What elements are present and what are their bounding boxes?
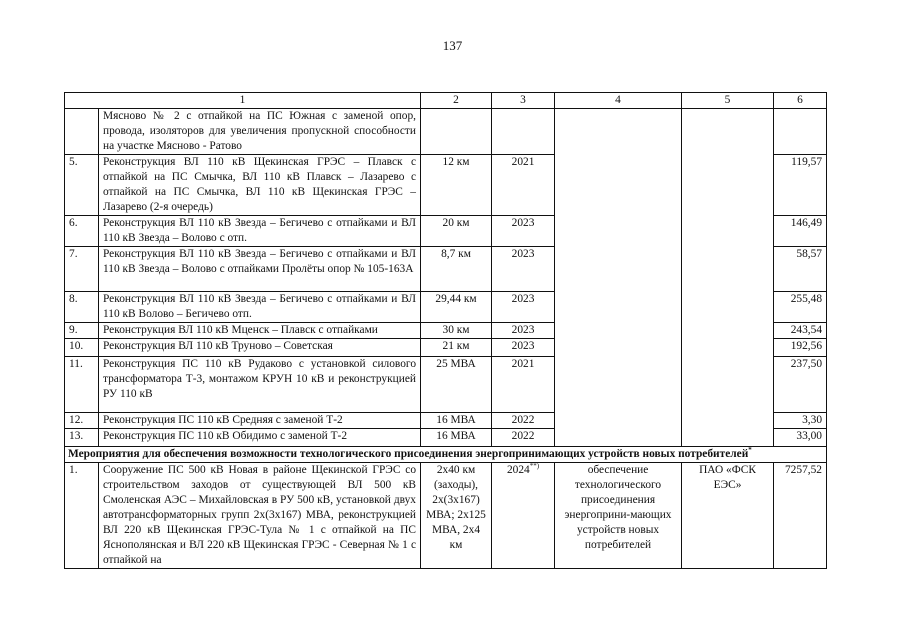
row-number: 7. — [65, 247, 99, 292]
row-year: 2022 — [492, 429, 555, 447]
header-col-5: 5 — [682, 93, 774, 109]
row-description: Реконструкция ВЛ 110 кВ Мценск – Плавск с отпайками — [99, 323, 421, 339]
row-cost: 237,50 — [774, 357, 827, 413]
row-cost: 33,00 — [774, 429, 827, 447]
row-number: 11. — [65, 357, 99, 413]
row-number: 5. — [65, 155, 99, 216]
section-title-text: Мероприятия для обеспечения возможности технологического присоединения энергопринимающих устройств новых потребителей — [68, 448, 749, 460]
header-col-3: 3 — [492, 93, 555, 109]
row-year-text: 2024 — [506, 464, 530, 476]
row-description: Сооружение ПС 500 кВ Новая в районе Щекинской ГРЭС со строительством заходов от существующей ВЛ 500 кВ Смоленская АЭС – Михайловская в РУ 500 кВ, установкой двух автотрансформаторных групп 2х(3х167) МВА, реконструкцией ВЛ 220 кВ Щекинская ГРЭС-Тула № 1 с отпайкой на ПС Яснополянская и ВЛ 220 кВ Щекинская ГРЭС - Северная № 1 с отпайкой на — [99, 463, 421, 569]
row-description: Мясново № 2 с отпайкой на ПС Южная с заменой опор, провода, изоляторов для увеличения пропускной способности на участке Мясново - Ратово — [99, 109, 421, 155]
row-cost: 192,56 — [774, 339, 827, 357]
row-cost: 7257,52 — [774, 463, 827, 569]
row-number: 1. — [65, 463, 99, 569]
row-cost: 146,49 — [774, 216, 827, 247]
row-description: Реконструкция ВЛ 110 кВ Звезда – Бегичево с отпайками и ВЛ 110 кВ Звезда – Волово с отпайками Пролёты опор № 105-163А — [99, 247, 421, 292]
row-capacity: 12 км — [421, 155, 492, 216]
row-capacity: 30 км — [421, 323, 492, 339]
row-description: Реконструкция ВЛ 110 кВ Труново – Советская — [99, 339, 421, 357]
row-year-mark: **) — [529, 462, 540, 471]
row-capacity: 21 км — [421, 339, 492, 357]
row-description: Реконструкция ВЛ 110 кВ Звезда – Бегичево с отпайками и ВЛ 110 кВ Звезда – Волово с отп. — [99, 216, 421, 247]
row-description: Реконструкция ПС 110 кВ Средняя с заменой Т-2 — [99, 413, 421, 429]
table-row — [65, 463, 827, 569]
row-year: 2023 — [492, 216, 555, 247]
header-col-6: 6 — [774, 93, 827, 109]
row-cost: 119,57 — [774, 155, 827, 216]
row-capacity: 2х40 км (заходы), 2х(3х167) МВА; 2х125 МВА, 2х4 км — [421, 463, 492, 569]
row-year — [492, 463, 555, 569]
row-owner: ПАО «ФСК ЕЭС» — [682, 463, 774, 569]
row-cost: 255,48 — [774, 292, 827, 323]
row-number: 10. — [65, 339, 99, 357]
row-year: 2023 — [492, 292, 555, 323]
row-description: Реконструкция ВЛ 110 кВ Звезда – Бегичево с отпайками и ВЛ 110 кВ Волово – Бегичево отп. — [99, 292, 421, 323]
row-number: 8. — [65, 292, 99, 323]
page-number: 137 — [442, 38, 463, 53]
row-cost: 243,54 — [774, 323, 827, 339]
row-capacity: 8,7 км — [421, 247, 492, 292]
row-purpose — [555, 109, 682, 447]
header-row — [65, 93, 827, 109]
row-capacity — [421, 109, 492, 155]
section-header-row — [65, 447, 827, 463]
row-capacity: 29,44 км — [421, 292, 492, 323]
row-cost: 58,57 — [774, 247, 827, 292]
header-col-1: 1 — [65, 93, 421, 109]
table-row-continuation — [65, 109, 827, 155]
row-cost — [774, 109, 827, 155]
row-year: 2023 — [492, 339, 555, 357]
row-number — [65, 109, 99, 155]
row-year: 2021 — [492, 155, 555, 216]
section-title — [65, 447, 827, 463]
row-number: 13. — [65, 429, 99, 447]
row-year — [492, 109, 555, 155]
row-owner — [682, 109, 774, 447]
row-year: 2023 — [492, 323, 555, 339]
row-year: 2022 — [492, 413, 555, 429]
row-number: 6. — [65, 216, 99, 247]
header-col-4: 4 — [555, 93, 682, 109]
row-cost: 3,30 — [774, 413, 827, 429]
header-col-2: 2 — [421, 93, 492, 109]
section-title-mark: * — [748, 446, 752, 455]
row-number: 9. — [65, 323, 99, 339]
row-description: Реконструкция ПС 110 кВ Обидимо с заменой Т-2 — [99, 429, 421, 447]
row-year: 2023 — [492, 247, 555, 292]
row-capacity: 16 МВА — [421, 429, 492, 447]
row-description: Реконструкция ПС 110 кВ Рудаково с установкой силового трансформатора Т-3, монтажом КРУН 10 кВ и реконструкцией РУ 110 кВ — [99, 357, 421, 413]
row-purpose: обеспечение технологического присоединения энергоприни-мающих устройств новых потребителей — [555, 463, 682, 569]
investment-table — [64, 92, 827, 569]
row-capacity: 25 МВА — [421, 357, 492, 413]
row-year: 2021 — [492, 357, 555, 413]
row-description: Реконструкция ВЛ 110 кВ Щекинская ГРЭС – Плавск с отпайкой на ПС Смычка, ВЛ 110 кВ Плавск – Лазарево с отпайкой на ПС Смычка, ВЛ 110 кВ Щекинская ГРЭС – Лазарево (2-я очередь) — [99, 155, 421, 216]
row-number: 12. — [65, 413, 99, 429]
row-capacity: 20 км — [421, 216, 492, 247]
row-capacity: 16 МВА — [421, 413, 492, 429]
